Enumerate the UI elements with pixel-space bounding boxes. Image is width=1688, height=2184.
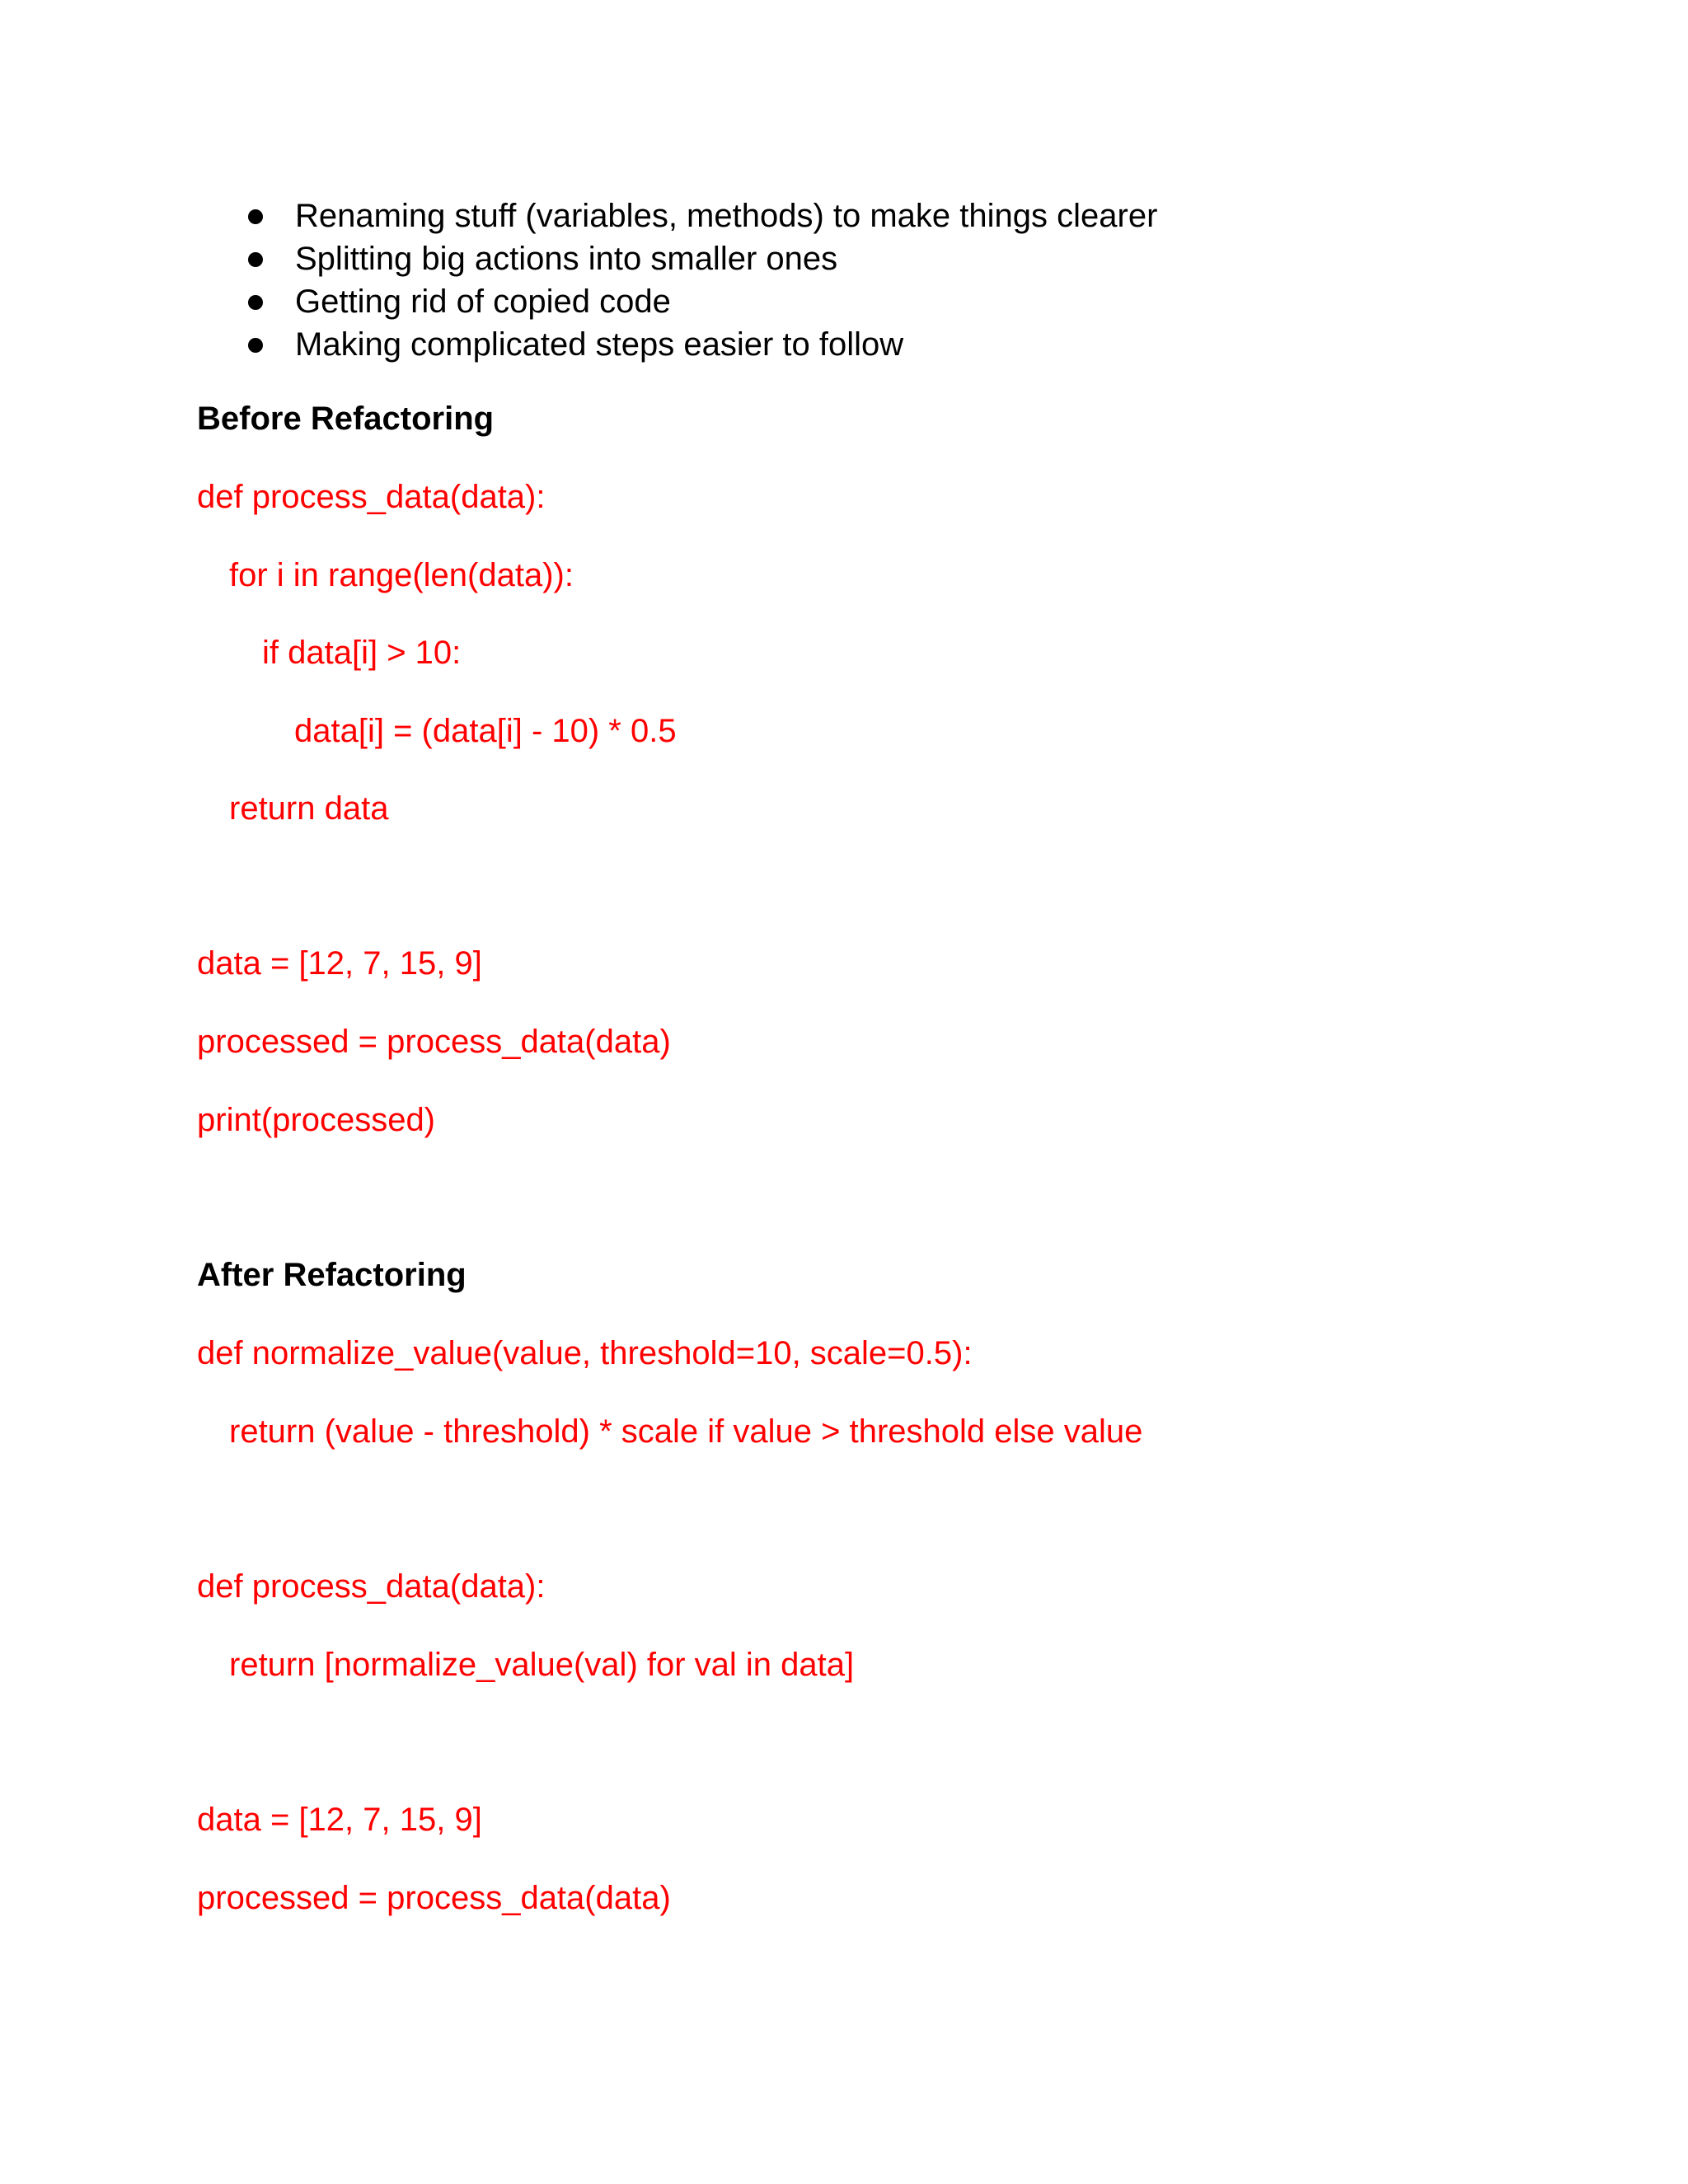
code-line: def process_data(data): [197,1568,546,1605]
list-item-text: Making complicated steps easier to follow [295,326,904,363]
list-item-text: Splitting big actions into smaller ones [295,241,838,277]
code-line: data[i] = (data[i] - 10) * 0.5 [294,713,677,749]
code-line: return data [229,790,389,827]
bullet-icon [248,209,263,224]
list-item-text: Getting rid of copied code [295,284,671,320]
code-line: def normalize_value(value, threshold=10, scale=0.5): [197,1335,973,1371]
code-line: processed = process_data(data) [197,1880,671,1916]
code-line: return (value - threshold) * scale if value > threshold else value [229,1413,1143,1450]
after-heading: After Refactoring [197,1257,467,1293]
code-line: data = [12, 7, 15, 9] [197,945,482,982]
list-item [0,237,1688,280]
code-line: def process_data(data): [197,479,546,515]
list-item [0,194,1688,237]
bullet-icon [248,295,263,310]
code-line: if data[i] > 10: [262,635,462,671]
code-line: processed = process_data(data) [197,1024,671,1060]
bullet-icon [248,252,263,267]
list-item [0,280,1688,323]
list-item [0,323,1688,366]
before-heading: Before Refactoring [197,401,495,437]
code-line: data = [12, 7, 15, 9] [197,1802,482,1838]
code-line: for i in range(len(data)): [229,557,574,593]
code-line: print(processed) [197,1102,436,1138]
list-item-text: Renaming stuff (variables, methods) to make things clearer [295,198,1158,234]
code-line: return [normalize_value(val) for val in data] [229,1647,855,1683]
bullet-icon [248,338,263,353]
